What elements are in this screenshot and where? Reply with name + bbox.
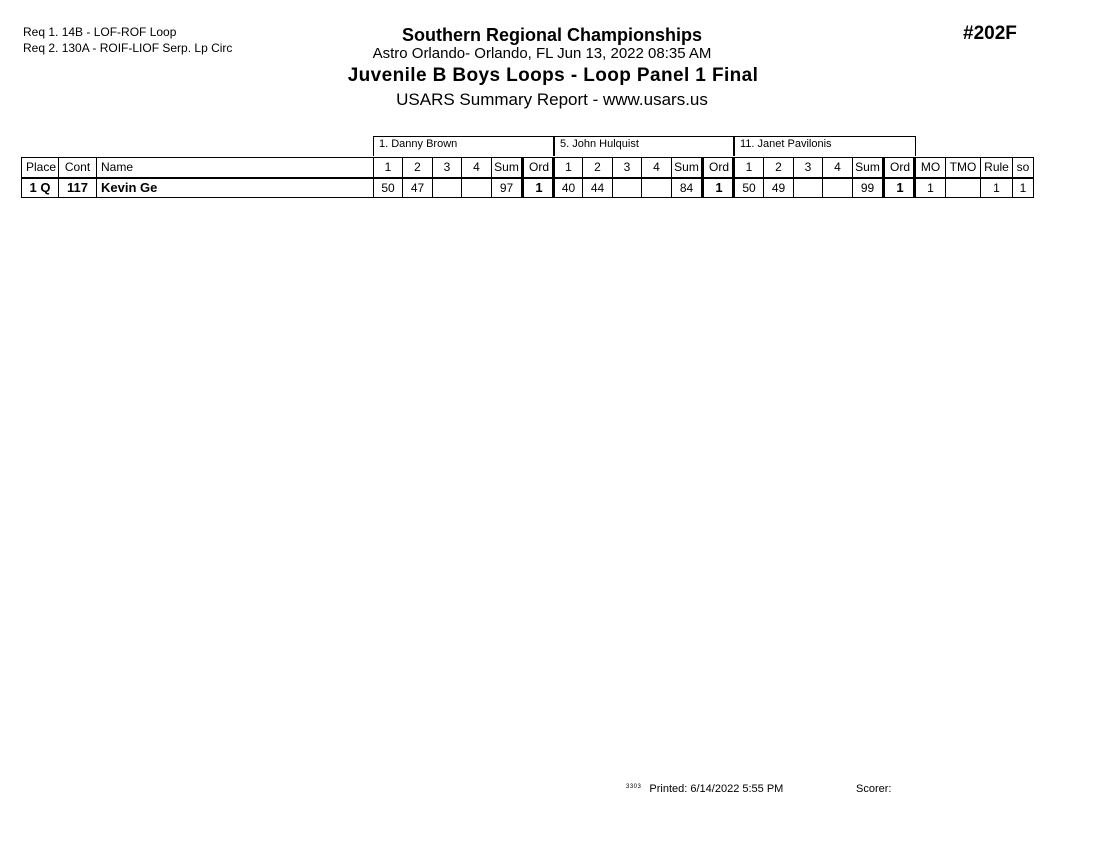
scorer-label: Scorer:: [856, 783, 892, 795]
cell-j1-score-2: 47: [402, 178, 432, 198]
col-header-j3-sum: Sum: [852, 157, 882, 177]
report-title: USARS Summary Report - www.usars.us: [396, 90, 708, 109]
col-header-j1-score-4: 4: [461, 157, 491, 177]
judge-name: 11. Janet Pavilonis: [740, 138, 832, 150]
col-header-j2-score-3: 3: [612, 157, 641, 177]
cell-j1-score-4: [461, 178, 491, 198]
requirement-2: Req 2. 130A - ROIF-LIOF Serp. Lp Circ: [23, 41, 233, 55]
requirement-1: Req 1. 14B - LOF-ROF Loop: [23, 25, 177, 39]
cell-j2-score-2: 44: [582, 178, 612, 198]
col-header-j3-score-3: 3: [793, 157, 822, 177]
col-header-j2-score-2: 2: [582, 157, 612, 177]
col-header-j2-sum: Sum: [671, 157, 701, 177]
col-header-name: Name: [96, 157, 373, 177]
cell-j2-score-1: 40: [552, 178, 582, 198]
championship-title: Southern Regional Championships: [401, 25, 702, 45]
cell-mo: 1: [913, 178, 945, 198]
col-header-j2-score-1: 1: [552, 157, 582, 177]
venue-date: Astro Orlando- Orlando, FL Jun 13, 2022 08:35 AM: [372, 45, 712, 62]
cell-skater-name: Kevin Ge: [96, 178, 373, 198]
judge-header-3: [734, 136, 916, 156]
cell-j1-ord: 1: [521, 178, 554, 198]
report-code: 3303: [626, 784, 642, 790]
cell-j3-score-2: 49: [763, 178, 793, 198]
cell-j2-ord: 1: [701, 178, 734, 198]
cell-j3-ord: 1: [882, 178, 915, 198]
col-header-j1-ord: Ord: [521, 157, 554, 177]
cell-j1-score-1: 50: [373, 178, 402, 198]
cell-rule: 1: [980, 178, 1012, 198]
col-header-j3-score-1: 1: [732, 157, 763, 177]
col-header-j1-score-3: 3: [432, 157, 461, 177]
cell-j2-sum: 84: [671, 178, 701, 198]
cell-j2-score-3: [612, 178, 641, 198]
cell-j3-score-3: [793, 178, 822, 198]
col-header-j1-sum: Sum: [491, 157, 521, 177]
col-header-cont: Cont: [58, 157, 96, 177]
event-number: #202F: [963, 23, 1017, 44]
col-header-place: Place: [21, 157, 58, 177]
cell-so: 1: [1012, 178, 1034, 198]
col-header-j3-score-4: 4: [822, 157, 852, 177]
judge-header-2: [554, 136, 734, 156]
col-header-so: so: [1012, 157, 1034, 177]
cell-j2-score-4: [641, 178, 671, 198]
col-header-mo: MO: [913, 157, 945, 177]
judge-name: 1. Danny Brown: [379, 138, 458, 150]
cell-j3-score-4: [822, 178, 852, 198]
cell-j3-score-1: 50: [732, 178, 763, 198]
col-header-j2-score-4: 4: [641, 157, 671, 177]
printed-timestamp: Printed: 6/14/2022 5:55 PM: [649, 783, 784, 795]
col-header-tmo: TMO: [945, 157, 980, 177]
cell-place: 1 Q: [21, 178, 58, 198]
judge-name: 5. John Hulquist: [560, 138, 639, 150]
col-header-j1-score-2: 2: [402, 157, 432, 177]
col-header-j3-score-2: 2: [763, 157, 793, 177]
col-header-j1-score-1: 1: [373, 157, 402, 177]
col-header-j2-ord: Ord: [701, 157, 734, 177]
cell-j3-sum: 99: [852, 178, 882, 198]
col-header-j3-ord: Ord: [882, 157, 915, 177]
cell-cont: 117: [58, 178, 96, 198]
col-header-rule: Rule: [980, 157, 1012, 177]
cell-j1-score-3: [432, 178, 461, 198]
event-name: Juvenile B Boys Loops - Loop Panel 1 Final: [347, 65, 759, 86]
cell-j1-sum: 97: [491, 178, 521, 198]
cell-tmo: [945, 178, 980, 198]
print-footer: [626, 783, 783, 795]
judge-header-1: [373, 136, 554, 156]
